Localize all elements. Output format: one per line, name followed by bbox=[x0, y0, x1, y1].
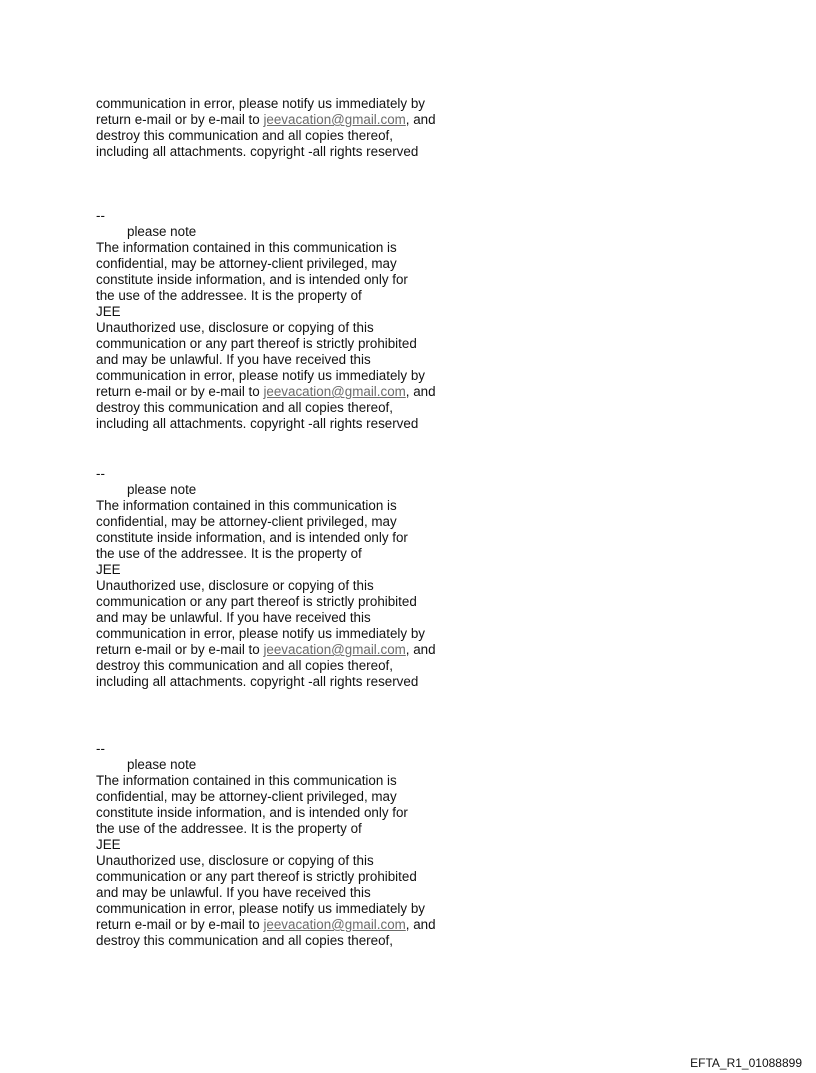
disclaimer-line: the use of the addressee. It is the property of bbox=[96, 288, 362, 303]
disclaimer-line: The information contained in this communication is bbox=[96, 498, 397, 513]
disclaimer-line: communication in error, please notify us immediately by bbox=[96, 901, 425, 916]
disclaimer-line: communication or any part thereof is strictly prohibited bbox=[96, 869, 417, 884]
disclaimer-line: communication in error, please notify us immediately by bbox=[96, 96, 425, 111]
line-text: , and bbox=[405, 112, 436, 127]
please-note-heading: please note bbox=[127, 482, 197, 497]
disclaimer-line: confidential, may be attorney-client privileged, may bbox=[96, 789, 397, 804]
email-link[interactable]: jeevacation@gmail.com bbox=[263, 112, 406, 127]
email-link[interactable]: jeevacation@gmail.com bbox=[263, 642, 406, 657]
disclaimer-email-line bbox=[96, 384, 436, 400]
disclaimer-line: and may be unlawful. If you have received this bbox=[96, 352, 371, 367]
disclaimer-line: JEE bbox=[96, 304, 121, 319]
disclaimer-line: constitute inside information, and is intended only for bbox=[96, 530, 408, 545]
bates-number: EFTA_R1_01088899 bbox=[690, 1056, 802, 1070]
disclaimer-line: and may be unlawful. If you have received this bbox=[96, 885, 371, 900]
disclaimer-line: confidential, may be attorney-client privileged, may bbox=[96, 256, 397, 271]
disclaimer-line: constitute inside information, and is intended only for bbox=[96, 272, 408, 287]
disclaimer-line: destroy this communication and all copies thereof, bbox=[96, 933, 393, 948]
line-text: , and bbox=[405, 917, 436, 932]
disclaimer-line: The information contained in this communication is bbox=[96, 773, 397, 788]
disclaimer-line: the use of the addressee. It is the property of bbox=[96, 821, 362, 836]
disclaimer-line: JEE bbox=[96, 837, 121, 852]
please-note-heading: please note bbox=[127, 224, 197, 239]
disclaimer-line: communication in error, please notify us immediately by bbox=[96, 368, 425, 383]
signature-separator: -- bbox=[96, 208, 105, 223]
line-text: return e-mail or by e-mail to bbox=[96, 112, 264, 127]
disclaimer-line: constitute inside information, and is intended only for bbox=[96, 805, 408, 820]
disclaimer-line: communication or any part thereof is strictly prohibited bbox=[96, 336, 417, 351]
disclaimer-email-line bbox=[96, 642, 436, 658]
line-text: return e-mail or by e-mail to bbox=[96, 917, 264, 932]
disclaimer-line: the use of the addressee. It is the property of bbox=[96, 546, 362, 561]
email-link[interactable]: jeevacation@gmail.com bbox=[263, 917, 406, 932]
email-link[interactable]: jeevacation@gmail.com bbox=[263, 384, 406, 399]
please-note-heading: please note bbox=[127, 757, 197, 772]
disclaimer-line: including all attachments. copyright -all rights reserved bbox=[96, 416, 419, 431]
line-text: return e-mail or by e-mail to bbox=[96, 384, 264, 399]
disclaimer-line: communication or any part thereof is strictly prohibited bbox=[96, 594, 417, 609]
disclaimer-email-line bbox=[96, 917, 436, 933]
disclaimer-line: Unauthorized use, disclosure or copying of this bbox=[96, 320, 374, 335]
disclaimer-line: destroy this communication and all copies thereof, bbox=[96, 400, 393, 415]
disclaimer-line: JEE bbox=[96, 562, 121, 577]
disclaimer-line: Unauthorized use, disclosure or copying of this bbox=[96, 578, 374, 593]
line-text: , and bbox=[405, 384, 436, 399]
disclaimer-line: and may be unlawful. If you have received this bbox=[96, 610, 371, 625]
disclaimer-line: including all attachments. copyright -all rights reserved bbox=[96, 144, 419, 159]
disclaimer-line: communication in error, please notify us immediately by bbox=[96, 626, 425, 641]
line-text: , and bbox=[405, 642, 436, 657]
disclaimer-line: confidential, may be attorney-client privileged, may bbox=[96, 514, 397, 529]
disclaimer-line: destroy this communication and all copies thereof, bbox=[96, 128, 393, 143]
disclaimer-email-line bbox=[96, 112, 436, 128]
signature-separator: -- bbox=[96, 741, 105, 756]
line-text: return e-mail or by e-mail to bbox=[96, 642, 264, 657]
disclaimer-line: including all attachments. copyright -all rights reserved bbox=[96, 674, 419, 689]
disclaimer-line: destroy this communication and all copies thereof, bbox=[96, 658, 393, 673]
disclaimer-line: The information contained in this communication is bbox=[96, 240, 397, 255]
disclaimer-line: Unauthorized use, disclosure or copying of this bbox=[96, 853, 374, 868]
signature-separator: -- bbox=[96, 466, 105, 481]
